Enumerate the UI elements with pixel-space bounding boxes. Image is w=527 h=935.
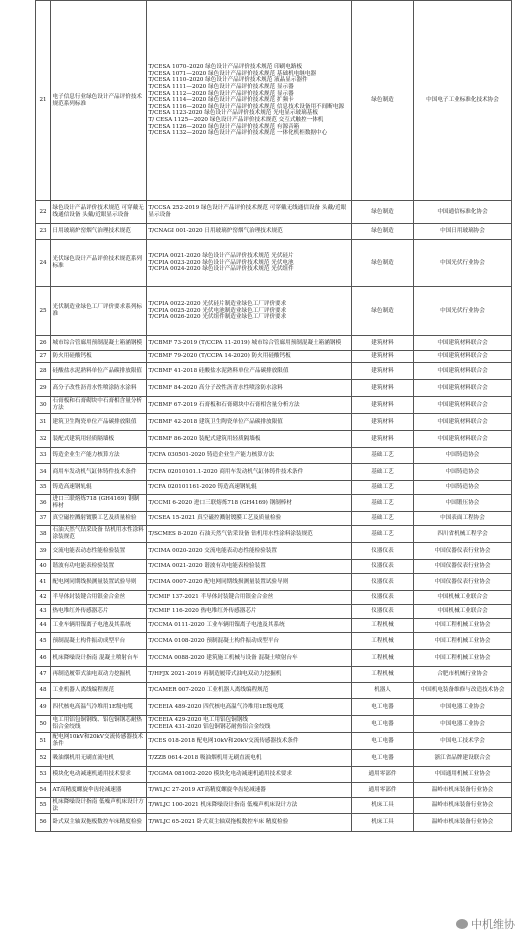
standard-code: T/CFA 02010101.1-2020 商用车发动机气缸体铸件技术条件 [148,468,304,475]
field-category: 基础工艺 [352,481,414,495]
issuing-organization: 中国机械工业联合会 [414,591,512,605]
standard-codes-cell [147,481,352,495]
standard-code: T/CESA 1112—2020 绿色设计产品评价技术规范 显示器 [148,90,294,97]
issuing-organization: 中国工程机械工业协会 [414,619,512,633]
standard-project-name: 光伏制造业绿色工厂评价要求系列标准 [51,287,147,336]
field-category: 建筑材料 [352,363,414,380]
field-category: 建筑材料 [352,351,414,363]
issuing-organization: 中国电器工业协会 [414,699,512,716]
table-row [36,363,512,380]
standard-codes-cell [147,526,352,543]
standard-codes-cell [147,224,352,240]
row-number: 44 [36,619,51,633]
issuing-organization: 中国日用玻璃协会 [414,224,512,240]
field-category: 绿色制造 [352,201,414,224]
standard-codes-cell [147,543,352,560]
row-number: 56 [36,814,51,832]
standard-project-name: 卧式双主轴双拖板数控车床精度检验 [51,814,147,832]
field-category: 建筑材料 [352,431,414,448]
table-row [36,201,512,224]
table-row [36,1,512,201]
standard-project-name: 吸油烟机用无刷直流电机 [51,750,147,767]
standard-code: T/CESA 1110–2020 绿色设计产品评价技术规范 液晶显示器件 [148,77,308,84]
row-number: 24 [36,240,51,287]
standard-project-name: 电子信息行业绿色设计产品评价技术规范系列标准 [51,1,147,201]
field-category: 工程机械 [352,633,414,650]
standard-code: T/CCMA 0108-2020 预制混凝土构件振动成型平台 [148,637,280,644]
standard-code: T/CSEA 15-2021 真空磁控溅射镀膜工艺及质量检验 [148,515,282,522]
row-number: 42 [36,591,51,605]
standard-code: T/CEEIA 489-2020 四代核电高温气冷堆用1E级电缆 [148,703,284,710]
issuing-organization: 中国锻压协会 [414,495,512,512]
standard-code: T/CESA 1126—2020 绿色设计产品评价技术规范 有源音箱 [148,123,300,130]
standard-project-name: 铸造高速钢轧辊 [51,481,147,495]
standard-codes-cell [147,798,352,814]
issuing-organization: 中国建筑材料联合会 [414,363,512,380]
standard-project-name: 预制混凝土构件振动成型平台 [51,633,147,650]
table-row [36,526,512,543]
standard-code: T/WLJC 27-2019 AT高精度螺旋伞齿轮减速器 [148,786,266,793]
standard-code: T/CESA 1123-2020 绿色设计产品评价技术规范 光电显示玻璃基板 [148,110,318,117]
table-row [36,783,512,798]
standard-code: T/CESA 1132—2020 绿色设计产品评价技术规范 一体化机柜数据中心 [148,130,328,137]
standard-project-name: 谐波有功电能表检验装置 [51,560,147,574]
row-number: 43 [36,605,51,619]
row-number: 40 [36,560,51,574]
row-number: 46 [36,650,51,667]
standard-code: T/CIMA 0020-2020 交流电能表动态性能检验装置 [148,547,278,554]
field-category: 基础工艺 [352,526,414,543]
row-number: 33 [36,448,51,464]
field-category: 机床工具 [352,814,414,832]
issuing-organization: 中国表面工程协会 [414,512,512,526]
table-row [36,699,512,716]
table-row [36,287,512,336]
standard-code: T/CIMA 0021-2020 谐波有功电能表检验装置 [148,563,266,570]
field-category: 建筑材料 [352,397,414,414]
field-category: 建筑材料 [352,414,414,431]
issuing-organization: 中国光伏行业协会 [414,240,512,287]
standard-code: T/CBMF 86-2020 装配式建筑用轻质隔墙板 [148,435,261,442]
standard-codes-cell [147,783,352,798]
standard-project-name: 配电网同期线损测量装置试验导则 [51,574,147,591]
table-row [36,574,512,591]
issuing-organization: 中国机械工业联合会 [414,605,512,619]
row-number: 54 [36,783,51,798]
issuing-organization: 温岭市机床装备行业协会 [414,814,512,832]
field-category: 绿色制造 [352,1,414,201]
standard-codes-cell [147,240,352,287]
row-number: 35 [36,481,51,495]
standard-project-name: 工业车辆用镍离子电池及其系统 [51,619,147,633]
standard-code: T/CIMA 0007-2020 配电网同期线损测量装置试验导则 [148,578,289,585]
standards-table [35,0,512,832]
standards-table-body [36,1,512,832]
issuing-organization: 合肥市机械行业协会 [414,667,512,683]
standard-project-name: 日用玻璃炉窑烟气治理技术规范 [51,224,147,240]
standard-codes-cell [147,574,352,591]
standard-code: T/CMIF 137-2021 半导体封装键合用银金合金丝 [148,594,274,601]
issuing-organization: 中国通信标准化协会 [414,201,512,224]
standard-codes-cell [147,560,352,574]
standard-code: T/CPIA 0021-2020 绿色设计产品评价技术规范 光伏硅片 [148,253,294,260]
field-category: 仪器仪表 [352,591,414,605]
standard-code: T/CPIA 0022-2020 光伏硅片制造业绿色工厂评价要求 [148,301,287,308]
standard-codes-cell [147,633,352,650]
issuing-organization: 中国电子工业标准化技术协会 [414,1,512,201]
table-row [36,397,512,414]
issuing-organization: 中国铸造协会 [414,481,512,495]
table-row [36,683,512,699]
standard-code: T/CBMF 84-2020 高分子改性沥青水性喷涂防水涂料 [148,384,283,391]
standard-project-name: 再制造履带式油电双动力挖掘机 [51,667,147,683]
row-number: 22 [36,201,51,224]
standard-project-name: 热电堆红外传感器芯片 [51,605,147,619]
standard-code: T/SCMES 8-2020 石油天然气钻采设备 钻机用水性涂料涂装规范 [148,530,313,537]
table-row [36,650,512,667]
issuing-organization: 浙江省品牌建设联合会 [414,750,512,767]
issuing-organization: 中国建筑材料联合会 [414,351,512,363]
issuing-organization: 中国仪器仪表行业协会 [414,543,512,560]
standard-project-name: 绿色设计产品评价技术规范 可穿戴无线通信设备 头戴/近眼显示设备 [51,201,147,224]
standard-code: T/ CESA 1125—2020 绿色设计产品评价技术规范 交互式触控一体机 [148,116,324,123]
standard-code: T/CESA 1111—2020 绿色设计产品评价技术规范 显示器 [148,84,294,91]
standard-project-name: 半导体封装键合用银金合金丝 [51,591,147,605]
table-row [36,733,512,750]
watermark [454,916,517,932]
standard-code: T/CPIA 0024-2020 绿色设计产品评价技术规范 光伏组件 [148,266,294,273]
standard-code: T/CESA 1071—2020 绿色设计产品评价技术规范 基础机电继电器 [148,70,317,77]
table-row [36,448,512,464]
standard-code: T/CCMI 6-2020 进口三联熔炼718 (GH4169) 钢制棒材 [148,499,292,506]
field-category: 绿色制造 [352,240,414,287]
field-category: 基础工艺 [352,512,414,526]
field-category: 仪器仪表 [352,560,414,574]
row-number: 47 [36,667,51,683]
standard-project-name: 装配式建筑用轻质隔墙板 [51,431,147,448]
standard-code: T/CBMF 73-2019 (T/CCPA 11-2019) 城市综合管廊用预制混凝土箱涵钢模 [148,339,342,346]
issuing-organization: 中国仪器仪表行业协会 [414,560,512,574]
row-number: 37 [36,512,51,526]
issuing-organization: 中国建筑材料联合会 [414,380,512,397]
standard-project-name: 真空磁控溅射镀膜工艺及质量检验 [51,512,147,526]
row-number: 32 [36,431,51,448]
standard-codes-cell [147,683,352,699]
table-row [36,750,512,767]
standard-code: T/CEEIA 431-2020 铝包铜钢芯耐热铝合金绞线 [148,724,271,730]
table-row [36,716,512,733]
standard-code: T/CES 018-2018 配电网10kV和20kV交流传感器技术条件 [148,737,299,744]
standard-codes-cell [147,814,352,832]
field-category: 通用零部件 [352,783,414,798]
field-category: 工程机械 [352,619,414,633]
table-row [36,560,512,574]
field-category: 绿色制造 [352,287,414,336]
row-number: 28 [36,363,51,380]
issuing-organization: 中国仪器仪表行业协会 [414,574,512,591]
table-row [36,380,512,397]
field-category: 基础工艺 [352,464,414,481]
standard-code: T/CPIA 0023-2020 绿色设计产品评价技术规范 光伏电池 [148,259,294,266]
issuing-organization: 中国铸造协会 [414,448,512,464]
field-category: 电工电器 [352,733,414,750]
standard-codes-cell [147,201,352,224]
field-category: 基础工艺 [352,448,414,464]
row-number: 36 [36,495,51,512]
standard-code: T/CMIF 116-2020 热电堆红外传感器芯片 [148,608,257,615]
standard-codes-cell [147,464,352,481]
standard-code: T/WLJC 65-2021 卧式双主轴双拖板数控车床 精度检验 [148,819,289,826]
field-category: 机器人 [352,683,414,699]
table-row [36,591,512,605]
standard-code: T/CBMF 67-2019 石膏板和石膏砌块中石膏相含量分析方法 [148,401,300,408]
standard-project-name: 防火用硅酸钙板 [51,351,147,363]
standard-project-name: 配电网10kV和20kV交流传感器技术条件 [51,733,147,750]
field-category: 建筑材料 [352,380,414,397]
issuing-organization: 中国建筑材料联合会 [414,431,512,448]
row-number: 51 [36,733,51,750]
field-category: 电工电器 [352,750,414,767]
issuing-organization: 温岭市机床装备行业协会 [414,798,512,814]
standard-codes-cell [147,287,352,336]
standard-project-name: 光伏绿色设计产品评价技术规范系列标准 [51,240,147,287]
standard-codes-cell [147,351,352,363]
standard-project-name: 建筑卫生陶瓷单位产品碳排放限值 [51,414,147,431]
standard-project-name: 机床降噪设计指南 低噪声机床设计方法 [51,798,147,814]
standard-codes-cell [147,363,352,380]
row-number: 53 [36,767,51,783]
issuing-organization: 中国光伏行业协会 [414,287,512,336]
row-number: 34 [36,464,51,481]
standard-code: T/CESA 1070–2020 绿色设计产品评价技术规范 印刷电路板 [148,64,303,71]
standard-project-name: 四代核电高温气冷堆用1E级电缆 [51,699,147,716]
field-category: 基础工艺 [352,495,414,512]
field-category: 仪器仪表 [352,605,414,619]
wechat-icon [456,919,468,929]
issuing-organization: 中国建筑材料联合会 [414,336,512,351]
row-number: 21 [36,1,51,201]
table-row [36,481,512,495]
standard-code: T/CPIA 0025-2020 光伏电池制造业绿色工厂评价要求 [148,307,287,314]
standard-project-name: 商用车发动机气缸体铸件技术条件 [51,464,147,481]
standard-code: T/CCMA 0088-2020 建筑施工机械与设备 混凝土喷射台车 [148,654,298,661]
standard-code: T/CAMER 007-2020 工业机器人离线编程规范 [148,687,269,694]
field-category: 工程机械 [352,667,414,683]
standard-codes-cell [147,767,352,783]
standard-project-name: 硅酸盐水泥熟料单位产品碳排放限值 [51,363,147,380]
standard-code: T/CPIA 0026-2020 光伏组件制造业绿色工厂评价要求 [148,314,287,321]
table-row [36,512,512,526]
standard-project-name: 电工用铝包铜钢线、铝包铜钢芯耐热铝合金绞线 [51,716,147,733]
row-number: 39 [36,543,51,560]
standard-code: T/CCMA 0111-2020 工业车辆用镍离子电池及其系统 [148,622,285,629]
row-number: 29 [36,380,51,397]
field-category: 建筑材料 [352,336,414,351]
field-category: 仪器仪表 [352,543,414,560]
standard-codes-cell [147,750,352,767]
standard-project-name: 进口三联熔炼718 (GH4169) 钢制棒材 [51,495,147,512]
table-row [36,767,512,783]
standard-code: T/CNAGI 001-2020 日用玻璃炉窑烟气治理技术规范 [148,228,283,235]
table-row [36,464,512,481]
standard-code: T/CEEIA 429-2020 电工用铝包铜钢线 [148,717,248,724]
table-row [36,814,512,832]
table-row [36,798,512,814]
table-row [36,431,512,448]
standard-project-name: 石油天然气钻采设备 钻机用水性涂料涂装规范 [51,526,147,543]
issuing-organization: 中国建筑材料联合会 [414,414,512,431]
standard-codes-cell [147,336,352,351]
standard-codes-cell [147,397,352,414]
standard-codes-cell [147,448,352,464]
issuing-organization: 中国电器工业协会 [414,716,512,733]
standard-code: T/ZZB 0614-2018 吸油烟机用无刷直流电机 [148,754,262,761]
field-category: 电工电器 [352,699,414,716]
standard-codes-cell [147,431,352,448]
row-number: 26 [36,336,51,351]
row-number: 30 [36,397,51,414]
row-number: 25 [36,287,51,336]
standard-project-name: 铸造企业生产能力核算方法 [51,448,147,464]
issuing-organization: 中国建筑材料联合会 [414,397,512,414]
table-row [36,543,512,560]
standard-code: T/CCSA 252-2019 绿色设计产品评价技术规范 可穿戴无线通信设备 头戴/近眼显示设备 [148,205,347,218]
table-row [36,414,512,431]
issuing-organization: 四川省机械工程学会 [414,526,512,543]
standard-code: T/CESA 1114—2020 绿色设计产品评价技术规范 扩频卡 [148,97,294,104]
row-number: 45 [36,633,51,650]
standard-codes-cell [147,414,352,431]
standard-code: T/CFA 030501-2020 铸造企业生产能力核算方法 [148,452,274,459]
standard-code: T/CGMA 081002-2020 模块化电动减速机通用技术要求 [148,771,292,778]
issuing-organization: 中国铸造协会 [414,464,512,481]
standard-codes-cell [147,495,352,512]
standard-project-name: 石膏板和石膏砌块中石膏相含量分析方法 [51,397,147,414]
watermark-text: 中机维协 [471,918,515,931]
standard-code: T/CESA 1116—2020 绿色设计产品评价技术规范 信息技术设备用不间断电源 [148,103,345,110]
standard-codes-cell [147,667,352,683]
issuing-organization: 中国通用机械工业协会 [414,767,512,783]
table-row [36,667,512,683]
standard-codes-cell [147,699,352,716]
table-row [36,633,512,650]
row-number: 27 [36,351,51,363]
row-number: 38 [36,526,51,543]
row-number: 52 [36,750,51,767]
field-category: 电工电器 [352,716,414,733]
standard-code: T/CFA 020101161-2020 铸造高速钢轧辊 [148,484,257,491]
table-row [36,240,512,287]
standard-project-name: 工业机器人离线编程规范 [51,683,147,699]
issuing-organization: 中国机电装备维修与改造技术协会 [414,683,512,699]
field-category: 仪器仪表 [352,574,414,591]
standard-project-name: 机床降噪设计指南 混凝土喷射台车 [51,650,147,667]
row-number: 31 [36,414,51,431]
table-row [36,224,512,240]
standard-project-name: 城市综合管廊用预制混凝土箱涵钢模 [51,336,147,351]
standard-code: T/HFJX 2021-2019 再制造履带式油电双动力挖掘机 [148,671,282,678]
row-number: 49 [36,699,51,716]
standard-codes-cell [147,512,352,526]
standard-project-name: 高分子改性沥青水性喷涂防水涂料 [51,380,147,397]
standard-code: T/WLJC 100-2021 机床降噪设计指南 低噪声机床设计方法 [148,802,298,809]
field-category: 机床工具 [352,798,414,814]
row-number: 55 [36,798,51,814]
field-category: 工程机械 [352,650,414,667]
table-row [36,619,512,633]
field-category: 通用零部件 [352,767,414,783]
table-row [36,336,512,351]
table-row [36,351,512,363]
standard-code: T/CBMF 79-2020 (T/CCPA 14-2020) 防火用硅酸钙板 [148,353,291,360]
standard-codes-cell [147,716,352,733]
standard-codes-cell [147,619,352,633]
standard-project-name: 模块化电动减速机通用技术要求 [51,767,147,783]
issuing-organization: 中国工程机械工业协会 [414,650,512,667]
field-category: 绿色制造 [352,224,414,240]
standard-code: T/CBMF 41-2018 硅酸盐水泥熟料单位产品碳排放限值 [148,367,289,374]
row-number: 23 [36,224,51,240]
row-number: 41 [36,574,51,591]
issuing-organization: 中国电工技术学会 [414,733,512,750]
standard-codes-cell [147,650,352,667]
standard-codes-cell [147,605,352,619]
standard-code: T/CBMF 42-2018 建筑卫生陶瓷单位产品碳排放限值 [148,418,283,425]
standard-codes-cell [147,591,352,605]
standard-codes-cell [147,380,352,397]
standard-codes-cell [147,1,352,201]
row-number: 50 [36,716,51,733]
standard-project-name: 交流电能表动态性能检验装置 [51,543,147,560]
issuing-organization: 温岭市机床装备行业协会 [414,783,512,798]
standard-project-name: AT高精度螺旋伞齿轮减速器 [51,783,147,798]
issuing-organization: 中国工程机械工业协会 [414,633,512,650]
table-row [36,605,512,619]
table-row [36,495,512,512]
row-number: 48 [36,683,51,699]
standard-codes-cell [147,733,352,750]
